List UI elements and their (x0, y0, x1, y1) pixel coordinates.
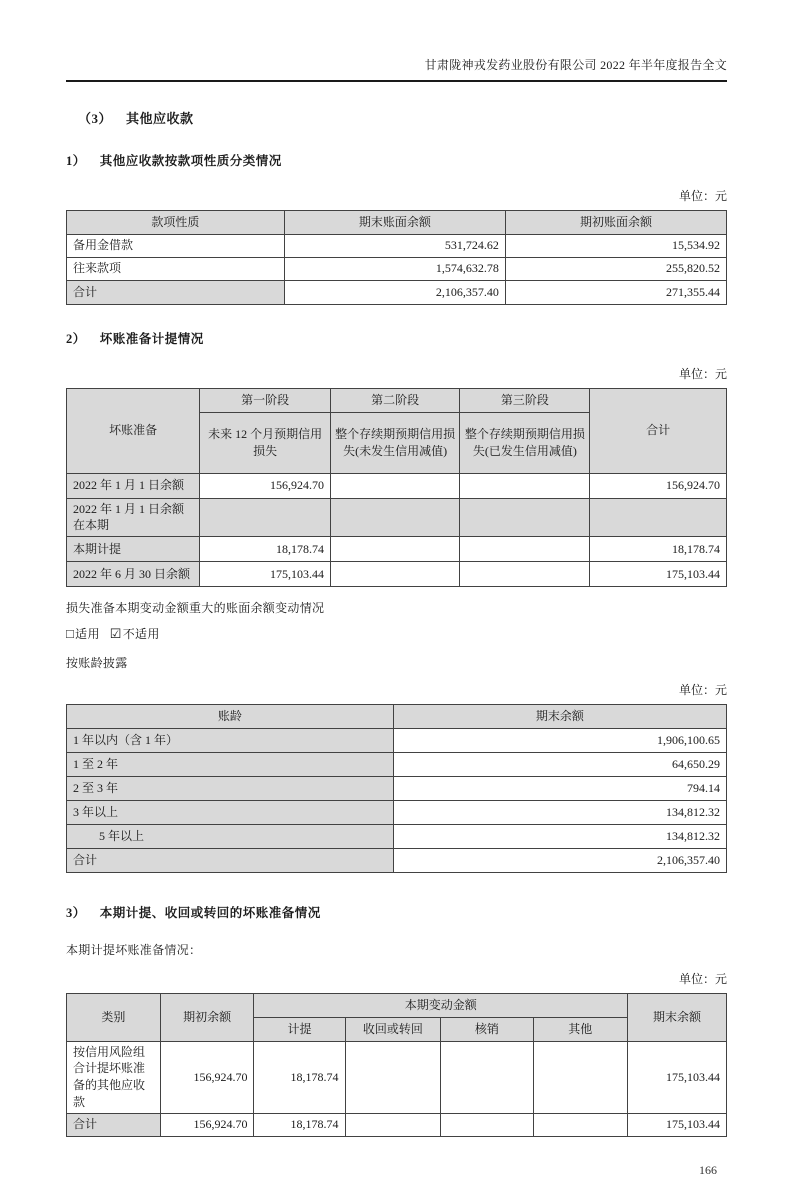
total-value: 175,103.44 (590, 562, 727, 587)
table-aging (66, 704, 727, 873)
table-header-row (67, 993, 727, 1017)
row-label: 往来款项 (67, 257, 285, 280)
subsection-number: 1） (66, 154, 86, 168)
ending-balance-value: 1,574,632.78 (284, 257, 505, 280)
table-total-row (67, 280, 727, 304)
col-header-period-change: 本期变动金额 (254, 993, 628, 1017)
page-number: 166 (699, 1162, 717, 1177)
col-header-beginning-balance: 期初账面余额 (505, 211, 726, 235)
aging-label-sub: 5 年以上 (67, 824, 394, 848)
table-receivables-by-nature (66, 210, 727, 305)
aging-label: 1 年以内（含 1 年） (67, 728, 394, 752)
stage3-value (460, 473, 590, 498)
subsection-number: 2） (66, 331, 86, 346)
aging-value: 134,812.32 (393, 824, 726, 848)
total-value (590, 498, 727, 537)
stage1-value: 156,924.70 (200, 473, 331, 498)
aging-value: 134,812.32 (393, 800, 726, 824)
col-header-aging: 账龄 (67, 705, 394, 729)
provision-intro-note: 本期计提坏账准备情况： (66, 942, 202, 957)
col-header-stage3: 第三阶段 (460, 388, 590, 412)
table-bad-debt-stages (66, 388, 727, 587)
col-subheader-writeoff: 核销 (441, 1017, 533, 1041)
beginning-balance-value: 255,820.52 (505, 257, 726, 280)
stage2-value (330, 562, 459, 587)
beginning-balance-total: 271,355.44 (505, 280, 726, 304)
writeoff-value (441, 1041, 533, 1113)
beginning-balance-total: 156,924.70 (160, 1113, 254, 1136)
col-header-stage1: 第一阶段 (200, 388, 331, 412)
stage3-value (460, 562, 590, 587)
aging-value: 64,650.29 (393, 752, 726, 776)
not-applicable-label: 不适用 (122, 627, 160, 642)
aging-value: 1,906,100.65 (393, 728, 726, 752)
col-header-stage2: 第二阶段 (330, 388, 459, 412)
checkbox-checked-icon: ☑ (109, 626, 122, 642)
col-subheader-other: 其他 (533, 1017, 627, 1041)
col-header-total: 合计 (590, 388, 727, 473)
table-row (67, 473, 727, 498)
section-number: （3） (78, 111, 113, 126)
row-label: 本期计提 (67, 537, 200, 562)
corner-header-bad-debt: 坏账准备 (67, 388, 200, 473)
table-total-row (67, 848, 727, 872)
recover-value (345, 1041, 441, 1113)
unit-label: 单位：元 (678, 189, 727, 203)
section-heading-other-receivables (66, 108, 727, 127)
aging-total-value: 2,106,357.40 (393, 848, 726, 872)
beginning-balance-value: 156,924.70 (160, 1041, 254, 1113)
beginning-balance-value: 15,534.92 (505, 234, 726, 257)
subsection-title: 其他应收款按款项性质分类情况 (99, 154, 282, 168)
subsection-heading-2 (66, 329, 727, 347)
aging-disclosure-note: 按账龄披露 (66, 656, 128, 671)
accrual-total: 18,178.74 (254, 1113, 345, 1136)
table-row (67, 562, 727, 587)
loss-provision-note: 损失准备本期变动金额重大的账面余额变动情况 (66, 601, 325, 616)
other-total (533, 1113, 627, 1136)
row-label: 备用金借款 (67, 234, 285, 257)
col-header-nature: 款项性质 (67, 211, 285, 235)
page-header-title: 甘肃陇神戎发药业股份有限公司 2022 年半年度报告全文 (66, 56, 727, 82)
stage3-value (460, 537, 590, 562)
stage3-value (460, 498, 590, 537)
writeoff-total (441, 1113, 533, 1136)
table-row (67, 728, 727, 752)
total-value: 18,178.74 (590, 537, 727, 562)
recover-total (345, 1113, 441, 1136)
table-provision-changes (66, 993, 727, 1137)
total-label: 合计 (67, 848, 394, 872)
subsection-number: 3） (66, 905, 86, 920)
aging-label: 2 至 3 年 (67, 776, 394, 800)
table-row (67, 776, 727, 800)
table-row (67, 234, 727, 257)
table-header-row (67, 705, 727, 729)
table-row (67, 257, 727, 280)
ending-balance-total: 2,106,357.40 (284, 280, 505, 304)
stage1-value (200, 498, 331, 537)
unit-label: 单位：元 (678, 366, 727, 381)
subsection-title: 坏账准备计提情况 (99, 331, 204, 346)
col-subheader-stage3-desc: 整个存续期预期信用损失(已发生信用减值) (460, 412, 590, 473)
subsection-title: 本期计提、收回或转回的坏账准备情况 (99, 905, 321, 920)
stage2-value (330, 498, 459, 537)
checkbox-unchecked-icon: □ (66, 626, 75, 642)
applicability-line (66, 625, 727, 642)
table-row (67, 1041, 727, 1113)
table-row (67, 824, 727, 848)
total-label: 合计 (67, 280, 285, 304)
ending-balance-value: 531,724.62 (284, 234, 505, 257)
col-header-ending-balance: 期末余额 (393, 705, 726, 729)
total-label: 合计 (67, 1113, 161, 1136)
other-value (533, 1041, 627, 1113)
col-header-ending-balance: 期末余额 (627, 993, 726, 1041)
aging-label: 3 年以上 (67, 800, 394, 824)
col-header-beginning-balance: 期初余额 (160, 993, 254, 1041)
table-total-row (67, 1113, 727, 1136)
ending-balance-total: 175,103.44 (627, 1113, 726, 1136)
aging-label: 1 至 2 年 (67, 752, 394, 776)
table-row (67, 800, 727, 824)
table-row (67, 537, 727, 562)
table-header-row (67, 388, 727, 412)
ending-balance-value: 175,103.44 (627, 1041, 726, 1113)
stage2-value (330, 537, 459, 562)
stage1-value: 18,178.74 (200, 537, 331, 562)
stage2-value (330, 473, 459, 498)
row-label: 2022 年 1 月 1 日余额 (67, 473, 200, 498)
col-subheader-recover: 收回或转回 (345, 1017, 441, 1041)
unit-label: 单位：元 (678, 971, 727, 986)
subsection-heading-1 (66, 151, 727, 169)
col-header-ending-balance: 期末账面余额 (284, 211, 505, 235)
col-subheader-stage1-desc: 未来 12 个月预期信用损失 (200, 412, 331, 473)
section-title: 其他应收款 (126, 111, 194, 126)
aging-value: 794.14 (393, 776, 726, 800)
table-row (67, 752, 727, 776)
subsection-heading-3 (66, 903, 727, 921)
category-label: 按信用风险组合计提坏账准备的其他应收款 (67, 1041, 161, 1113)
applicable-label: 适用 (75, 627, 100, 642)
total-value: 156,924.70 (590, 473, 727, 498)
unit-label: 单位：元 (678, 683, 727, 698)
row-label: 2022 年 1 月 1 日余额在本期 (67, 498, 200, 537)
table-header-row (67, 211, 727, 235)
stage1-value: 175,103.44 (200, 562, 331, 587)
row-label: 2022 年 6 月 30 日余额 (67, 562, 200, 587)
col-header-category: 类别 (67, 993, 161, 1041)
col-subheader-stage2-desc: 整个存续期预期信用损失(未发生信用减值) (330, 412, 459, 473)
accrual-value: 18,178.74 (254, 1041, 345, 1113)
col-subheader-accrual: 计提 (254, 1017, 345, 1041)
table-row (67, 498, 727, 537)
